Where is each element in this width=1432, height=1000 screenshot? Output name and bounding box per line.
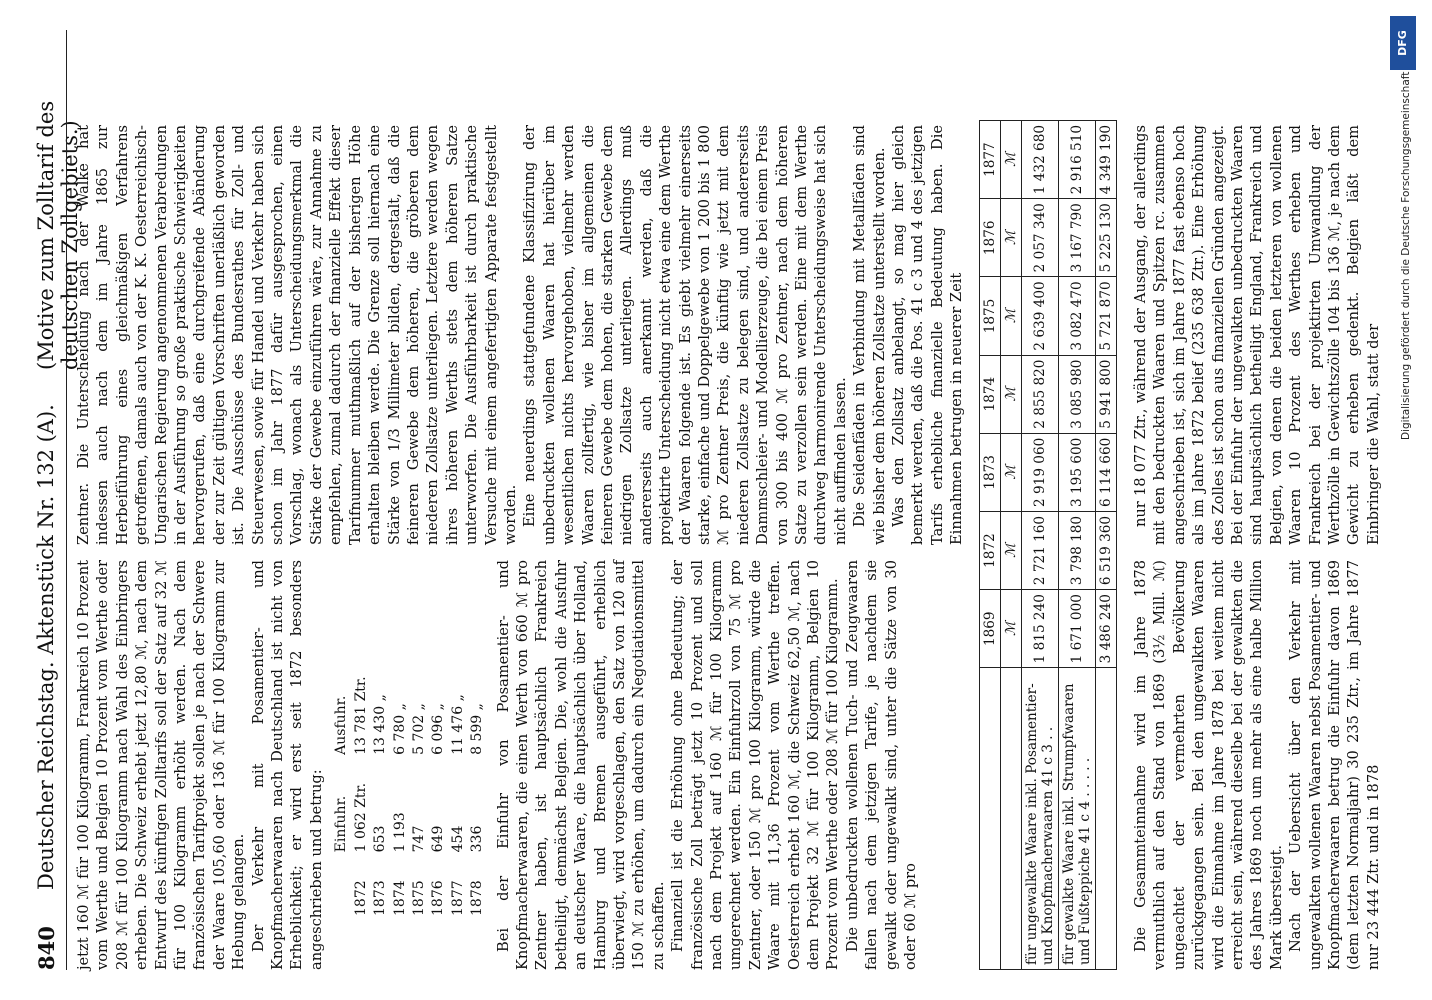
year-cell: 1874 [391, 880, 408, 916]
running-title: Deutscher Reichstag. Aktenstück Nr. 132 (A). [34, 404, 58, 890]
digitization-credit: Digitalisierung gefördert durch die Deutsche Forschungsgemeinschaft [1400, 71, 1412, 440]
paragraph: Nach der Uebersicht über den Verkehr mit ungewalkten wollenen Waaren nebst Posamentier- und Knopfmacherwaaren betrug die Einfuhr davon 1869 (dem letzten Normaljahr) 30 235 Ztr., im Jahre 1877 nur 23 444 Ztr. und in 1878 [1287, 560, 1382, 970]
table-row [1022, 121, 1059, 970]
import-cell: 454 [449, 825, 466, 853]
year-cell: 1875 [410, 880, 427, 916]
unit-cell: ℳ [1001, 355, 1022, 433]
total-cell: 6 114 660 [1096, 433, 1117, 511]
value-cell: 3 195 600 [1059, 433, 1096, 511]
value-cell: 1 432 680 [1022, 121, 1059, 199]
year-cell: 1876 [430, 880, 447, 916]
table-header-row [332, 662, 351, 930]
unit-cell: ℳ [1001, 199, 1022, 277]
value-cell: 2 855 820 [1022, 355, 1059, 433]
column-header: Einfuhr. [333, 795, 350, 853]
export-cell: 5 702 „ [410, 703, 427, 755]
bottom-column-right [1131, 125, 1383, 545]
paragraph: Die Gesammteinnahme wird im Jahre 1878 vermuthlich auf den Stand von 1869 (3½ Mill. ℳ) ungeachtet der vermehrten Bevölkerung zurückgegangen sein. Bei den ungewalkten Waaren wird die Einnahme im Jahre 1878 bei weitem nicht erreicht sein, während dieselbe bei der gewalkten die des Jahres 1869 noch um mehr als eine halbe Million Mark übersteigt. [1132, 560, 1285, 970]
unit-cell: ℳ [1001, 433, 1022, 511]
value-cell: 2 057 340 [1022, 199, 1059, 277]
label-cell [1001, 668, 1022, 970]
column-header: Ausfuhr. [333, 695, 350, 755]
paragraph: Bei der Einfuhr von Posamentier- und Knopfmacherwaaren, die einen Werth von 660 ℳ pro Zentner haben, ist hauptsächlich Frankreich betheiligt, demnächst Belgien. Die, wohl die Ausfuhr an deutscher Waare, die hauptsächlich über Holland, Hamburg und Bremen ausgeführt, erheblich überwiegt, wird vorgeschlagen, den Satz von 120 auf 150 ℳ zu erhöhen, um dadurch ein Negotiationsmittel zu schaffen. [494, 560, 667, 970]
value-cell: 3 167 790 [1059, 199, 1096, 277]
unit-cell: ℳ [1001, 590, 1022, 668]
header-rule [66, 30, 67, 970]
unit-row [1001, 121, 1022, 970]
value-cell: 2 721 160 [1022, 511, 1059, 589]
value-cell: 3 085 980 [1059, 355, 1096, 433]
paragraph: Was den Zollsatz anbelangt, so mag hier gleich bemerkt werden, daß die Pos. 41 c 3 und 4 des jetzigen Tarifs erhebliche finanzielle Bedeutung haben. Die Einnahmen betrugen in neuerer Zeit [890, 125, 966, 545]
paragraph: Der Verkehr mit Posamentier- und Knopfmacherwaaren nach Deutschland ist nicht von Erheblichkeit; er wird erst seit 1872 besonders angeschrieben und betrug: [249, 560, 325, 970]
paragraph: Die Seidenfäden in Verbindung mit Metallfäden sind wie bisher dem höheren Zollsatze unterstellt worden. [851, 125, 888, 545]
row-label [1096, 668, 1117, 970]
column-header: 1876 [980, 199, 1001, 277]
totals-row [1096, 121, 1117, 970]
table-row [410, 662, 429, 930]
bottom-column-left [1131, 560, 1383, 970]
trade-stats-table [332, 662, 487, 930]
import-cell: 1 193 [391, 812, 408, 853]
total-cell: 6 519 360 [1096, 511, 1117, 589]
unit-cell: ℳ [1001, 277, 1022, 355]
column-header: 1869 [980, 590, 1001, 668]
label-header [980, 668, 1001, 970]
page-number: 840 [34, 926, 59, 970]
table-row [1059, 121, 1096, 970]
value-cell: 3 798 180 [1059, 511, 1096, 589]
import-cell: 336 [469, 825, 486, 853]
value-cell: 1 671 000 [1059, 590, 1096, 668]
column-header: 1877 [980, 121, 1001, 199]
import-cell: 747 [410, 825, 427, 853]
export-cell: 6 780 „ [391, 703, 408, 755]
dfg-logo: DFG [1390, 16, 1416, 70]
year-cell: 1873 [372, 880, 389, 916]
value-cell: 3 082 470 [1059, 277, 1096, 355]
column-header: 1872 [980, 511, 1001, 589]
total-cell: 3 486 240 [1096, 590, 1117, 668]
value-cell: 2 639 400 [1022, 277, 1059, 355]
table-row [468, 662, 487, 930]
year-cell: 1877 [449, 880, 466, 916]
export-cell: 11 476 „ [449, 694, 466, 755]
text-column-left [74, 560, 920, 970]
export-cell: 13 430 „ [372, 694, 389, 755]
running-subtitle: (Motive zum Zolltarif des deutschen Zollgebiets.) [34, 100, 82, 370]
table-row [391, 662, 410, 930]
unit-cell: ℳ [1001, 121, 1022, 199]
page-header [26, 30, 82, 970]
export-cell: 8 599 „ [469, 703, 486, 755]
table-row [371, 662, 390, 930]
import-cell: 653 [372, 825, 389, 853]
table-header-row [980, 121, 1001, 970]
value-cell: 2 919 060 [1022, 433, 1059, 511]
column-header: 1874 [980, 355, 1001, 433]
column-header: 1873 [980, 433, 1001, 511]
year-cell: 1878 [469, 880, 486, 916]
table-row [352, 662, 371, 930]
total-cell: 4 349 190 [1096, 121, 1117, 199]
unit-cell: ℳ [1001, 511, 1022, 589]
paragraph: Finanziell ist die Erhöhung ohne Bedeutung; der französische Zoll beträgt jetzt 10 Prozent und soll nach dem Projekt auf 160 ℳ für 100 Kilogramm umgerechnet werden. Ein Einfuhrzoll von 75 ℳ pro Zentner, oder 150 ℳ pro 100 Kilogramm, würde die Waare mit 11,36 Prozent vom Werthe treffen. Oesterreich erhebt 160 ℳ, die Schweiz 62,50 ℳ, nach dem Projekt 32 ℳ für 100 Kilogramm, Belgien 10 Prozent vom Werthe oder 208 ℳ für 100 Kilogramm. [669, 560, 842, 970]
table-row [429, 662, 448, 930]
value-cell: 2 916 510 [1059, 121, 1096, 199]
export-cell: 13 781 Ztr. [352, 676, 369, 755]
table-row [449, 662, 468, 930]
revenue-table [979, 120, 1117, 970]
text-column-right [74, 125, 967, 545]
row-label: für ungewalkte Waare inkl. Posamentier- und Knopfmacherwaaren 41 c 3 . . [1022, 668, 1059, 970]
value-cell: 1 815 240 [1022, 590, 1059, 668]
paragraph: nur 18 077 Ztr., während der Ausgang, der allerdings mit den bedruckten Waaren und Spitzen rc. zusammen angeschrieben ist, sich im Jahre 1877 fast ebenso hoch als im Jahre 1872 belief (235 638 Ztr.). Eine Erhöhung des Zolles ist schon aus finanziellen Gründen angezeigt. Bei der Einfuhr der ungewalkten unbedruckten Waaren sind hauptsächlich betheiligt England, Frankreich und Belgien, von denen die beiden letzteren von wollenen Waaren 10 Prozent des Werthes erheben und Frankreich bei der projektirten Umwandlung der Werthzölle in Gewichtszölle 104 bis 136 ℳ, je nach dem Gewicht zu erheben gedenkt. Belgien läßt dem Einbringer die Wahl, statt der [1132, 125, 1382, 545]
revenue-table-wrap [979, 120, 1117, 970]
export-cell: 6 096 „ [430, 703, 447, 755]
import-cell: 1 062 Ztr. [352, 782, 369, 853]
paragraph: Die unbedruckten wollenen Tuch- und Zeugwaaren fallen nach dem jetzigen Tarife, je nachdem sie gewalkt oder ungewalkt sind, unter die Sätze von 30 oder 60 ℳ pro [843, 560, 920, 970]
import-cell: 649 [430, 825, 447, 853]
paragraph: Zentner. Die Unterscheidung nach der Walke hat indessen auch nach dem im Jahre 1865 zur Herbeiführung eines gleichmäßigen Verfahrens getroffenen, damals auch von der K. K. Oesterreichisch-Ungarischen Regierung angenommenen Verabredungen in der Ausführung so große praktische Schwierigkeiten hervorgerufen, daß eine durchgreifende Abänderung der zur Zeit gültigen Vorschriften unerläßlich geworden ist. Die Ausschüsse des Bundesrathes für Zoll- und Steuerwesen, sowie für Handel und Verkehr haben sich schon im Jahr 1877 dafür ausgesprochen, einen Vorschlag, wonach als Unterscheidungsmerkmal die Stärke der Gewebe einzuführen wäre, zur Annahme zu empfehlen, zumal dadurch der finanzielle Effekt dieser Tarifnummer muthmaßlich auf der bisherigen Höhe erhalten bleiben werde. Die Grenze soll hiernach eine Stärke von 1/3 Millimeter bilden, dergestalt, daß die feineren Gewebe dem höheren, die gröberen dem niederen Zollsatze unterliegen. Letztere werden wegen ihres höheren Werths stets dem höheren Satze unterworfen. Die Ausführbarkeit ist durch praktische Versuche mit einem angefertigten Apparate festgestellt worden. [75, 125, 519, 545]
paragraph: jetzt 160 ℳ für 100 Kilogramm, Frankreich 10 Prozent vom Werthe und Belgien 10 Prozent vom Werthe oder 208 ℳ für 100 Kilogramm nach Wahl des Einbringers erheben. Die Schweiz erhebt jetzt 12,80 ℳ, nach dem Entwurf des künftigen Zolltarifs soll der Satz auf 32 ℳ für 100 Kilogramm erhöht werden. Nach dem französischen Tarifprojekt sollen je nach der Schwere der Waare 105,60 oder 136 ℳ für 100 Kilogramm zur Hebung gelangen. [75, 560, 248, 970]
total-cell: 5 941 800 [1096, 355, 1117, 433]
column-header: 1875 [980, 277, 1001, 355]
total-cell: 5 721 870 [1096, 277, 1117, 355]
paragraph: Eine neuerdings stattgefundene Klassifizirung der unbedruckten wollenen Waaren hat hierüber im wesentlichen nichts hervorgehoben, vielmehr werden Waaren zollfertig, wie bisher im allgemeinen die feineren Gewebe dem hohen, die starken Gewebe dem niedrigen Zollsatze unterliegen. Allerdings muß andererseits auch anerkannt werden, daß die projektirte Unterscheidung nicht etwa eine dem Werthe der Waaren folgende ist. Es giebt vielmehr einerseits starke, einfache und Doppelgewebe von 1 200 bis 1 800 ℳ pro Zentner Preis, die künftig wie jetzt mit dem niederen Zollsatze zu belegen sind, und andererseits Dammschleier- und Modellierzeuge, die bei einem Preis von 300 bis 400 ℳ pro Zentner, nach dem höheren Satze zu verzollen sein werden. Eine mit dem Werthe durchweg harmonirende Unterscheidungsweise hat sich nicht auffinden lassen. [521, 125, 849, 545]
year-cell: 1872 [352, 880, 369, 916]
row-label: für gewalkte Waare inkl. Strumpfwaaren und Fußteppiche 41 c 4 . . . . . [1059, 668, 1096, 970]
total-cell: 5 225 130 [1096, 199, 1117, 277]
